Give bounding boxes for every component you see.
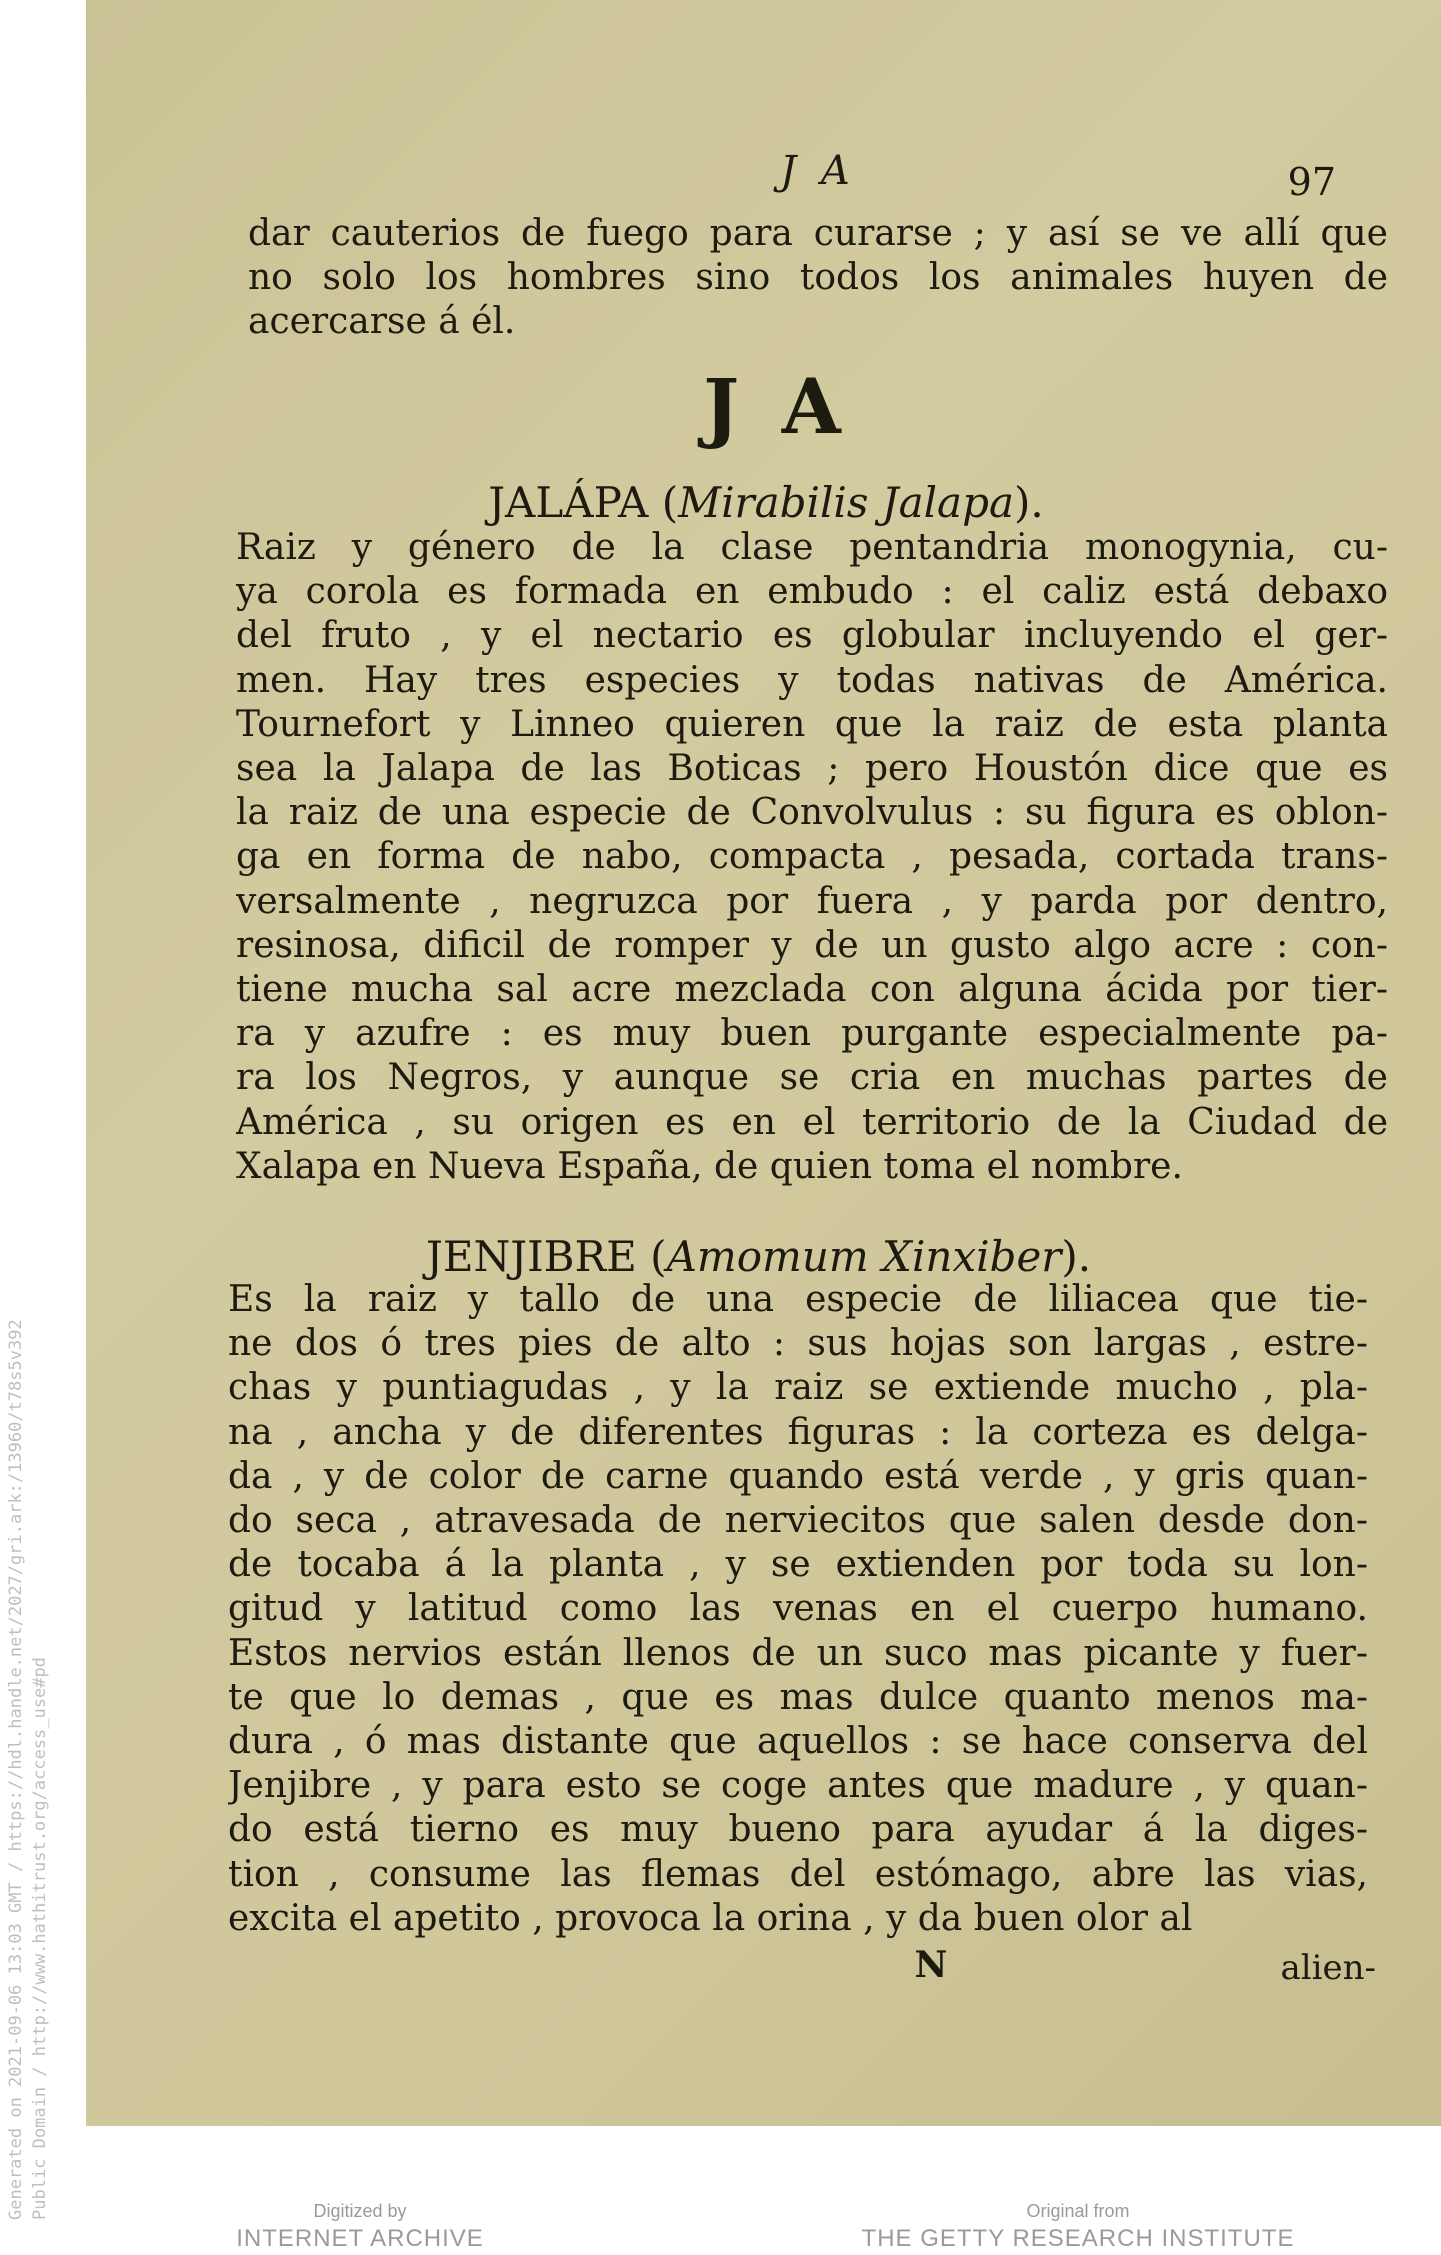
text-line: Xalapa en Nueva España, de quien toma el nombre. xyxy=(236,1145,1183,1187)
text-line: do está tierno es muy bueno para ayudar á la diges- xyxy=(228,1809,1368,1851)
text-line: ne dos ó tres pies de alto : sus hojas son largas , estre- xyxy=(228,1323,1368,1365)
heading-close: ). xyxy=(1061,1232,1092,1281)
page-text xyxy=(86,0,1441,2126)
text-line: da , y de color de carne quando está verde , y gris quan- xyxy=(228,1455,1368,1497)
page-number: 97 xyxy=(1287,160,1336,204)
text-line: Raiz y género de la clase pentandria monogynia, cu- xyxy=(236,527,1388,568)
text-line: versalmente , negruzca por fuera , y parda por dentro, xyxy=(236,880,1388,922)
text-line: sea la Jalapa de las Boticas ; pero Houstón dice que es xyxy=(236,748,1388,789)
text-line: América , su origen es en el territorio de la Ciudad de xyxy=(236,1101,1388,1143)
access-watermark xyxy=(4,1319,52,2220)
signature-mark: N xyxy=(914,1944,948,1986)
text-line: excita el apetito , provoca la orina , y da buen olor al xyxy=(228,1897,1193,1939)
latin-name: Mirabilis Jalapa xyxy=(678,478,1015,527)
text-line: chas y puntiagudas , y la raiz se extiende mucho , pla- xyxy=(228,1367,1368,1409)
text-line: resinosa, dificil de romper y de un gusto algo acre : con- xyxy=(236,924,1388,966)
section-letter: J A xyxy=(703,362,849,451)
text-line: men. Hay tres especies y todas nativas de América. xyxy=(236,659,1388,701)
text-line: Jenjibre , y para esto se coge antes que madure , y quan- xyxy=(228,1765,1368,1807)
watermark-line-1: Generated on 2021-09-06 13:03 GMT / https://hdl.handle.net/2027/gri.ark:/13960/t78s5v392 xyxy=(6,1319,26,2220)
text-line: no solo los hombres sino todos los animales huyen de xyxy=(248,257,1388,298)
scanned-page xyxy=(86,0,1441,2126)
footer-digitized xyxy=(100,2198,620,2254)
watermark-line-2: Public Domain / http://www.hathitrust.org/access_use#pd xyxy=(30,1657,50,2220)
internet-archive-label: INTERNET ARCHIVE xyxy=(236,2225,484,2252)
headword: JENJIBRE ( xyxy=(426,1232,667,1281)
catchword: alien- xyxy=(1280,1948,1376,1988)
text-line: tion , consume las flemas del estómago, abre las vias, xyxy=(228,1853,1368,1895)
entry-heading-jalapa xyxy=(476,478,1056,528)
text-line: na , ancha y de diferentes figuras : la corteza es delga- xyxy=(228,1411,1368,1453)
text-line: acercarse á él. xyxy=(248,301,516,342)
footer-original xyxy=(818,2198,1338,2254)
text-line: dar cauterios de fuego para curarse ; y así se ve allí que xyxy=(248,213,1388,254)
text-line: la raiz de una especie de Convolvulus : su figura es oblon- xyxy=(236,792,1388,834)
text-line: del fruto , y el nectario es globular incluyendo el ger- xyxy=(236,615,1388,657)
text-line: ra los Negros, y aunque se cria en muchas partes de xyxy=(236,1057,1388,1099)
text-line: de tocaba á la planta , y se extienden por toda su lon- xyxy=(228,1544,1368,1586)
entry-heading-jenjibre xyxy=(426,1232,1092,1282)
text-line: Tournefort y Linneo quieren que la raiz de esta planta xyxy=(236,703,1388,745)
text-line: do seca , atravesada de nerviecitos que salen desde don- xyxy=(228,1500,1368,1541)
text-line: ra y azufre : es muy buen purgante especialmente pa- xyxy=(236,1013,1388,1055)
text-line: Estos nervios están llenos de un suco mas picante y fuer- xyxy=(228,1632,1368,1674)
text-line: te que lo demas , que es mas dulce quanto menos ma- xyxy=(228,1676,1368,1718)
headword: JALÁPA ( xyxy=(488,478,679,527)
left-margin xyxy=(0,0,86,2255)
latin-name: Amomum Xinxiber xyxy=(666,1232,1062,1281)
text-line: tiene mucha sal acre mezclada con alguna ácida por tier- xyxy=(236,969,1388,1010)
digitized-by-label: Digitized by xyxy=(313,2201,407,2221)
text-line: dura , ó mas distante que aquellos : se hace conserva del xyxy=(228,1721,1368,1762)
getty-label: THE GETTY RESEARCH INSTITUTE xyxy=(861,2225,1295,2252)
text-line: ya corola es formada en embudo : el caliz está debaxo xyxy=(236,571,1388,613)
running-head: J A xyxy=(780,148,856,194)
original-from-label: Original from xyxy=(1026,2201,1130,2221)
text-line: Es la raiz y tallo de una especie de liliacea que tie- xyxy=(228,1279,1368,1320)
text-line: gitud y latitud como las venas en el cuerpo humano. xyxy=(228,1588,1368,1630)
text-line: ga en forma de nabo, compacta , pesada, cortada trans- xyxy=(236,836,1388,878)
heading-close: ). xyxy=(1014,478,1044,527)
